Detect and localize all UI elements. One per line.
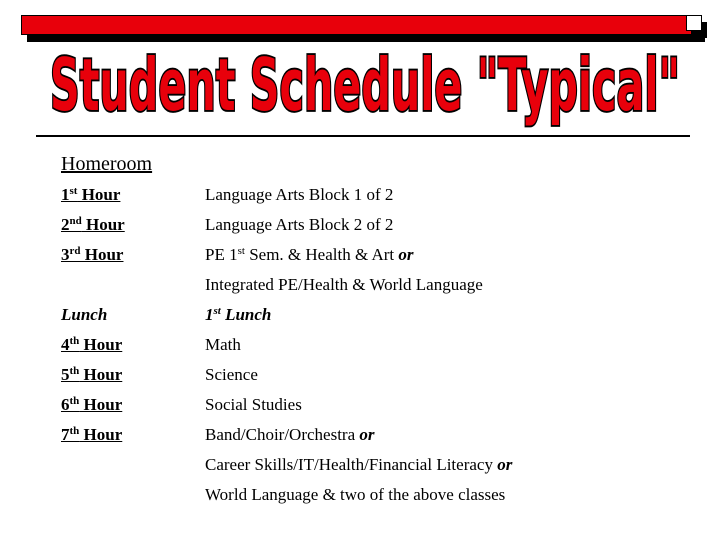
activity: Language Arts Block 1 of 2 [205,185,394,204]
hour-label: 7th Hour [61,425,123,444]
lunch-label: Lunch [61,305,108,324]
hour-label: 3rd Hour [61,245,124,264]
activity: Career Skills/IT/Health/Financial Literacy or [205,455,513,474]
activity: Band/Choir/Orchestra or [205,425,375,444]
hour-label: 1st Hour [61,185,121,204]
page-title: Student Schedule "Typical" [49,45,680,128]
activity: PE 1st Sem. & Health & Art or [205,245,414,264]
hour-label: 5th Hour [61,365,123,384]
homeroom-label: Homeroom [61,153,153,175]
activity: 1st Lunch [205,305,272,324]
activity: Math [205,335,241,354]
hour-label: 4th Hour [61,335,123,354]
activity: World Language & two of the above classes [205,485,506,504]
title-divider [36,135,690,137]
activity: Science [205,365,258,384]
activity: Integrated PE/Health & World Language [205,275,483,294]
activity: Language Arts Block 2 of 2 [205,215,394,234]
top-bar-end-box [686,15,702,31]
top-decorative-bar [21,15,699,35]
hour-label: 6th Hour [61,395,123,414]
activity: Social Studies [205,395,302,414]
hour-label: 2nd Hour [61,215,125,234]
title-wordart [40,45,690,130]
